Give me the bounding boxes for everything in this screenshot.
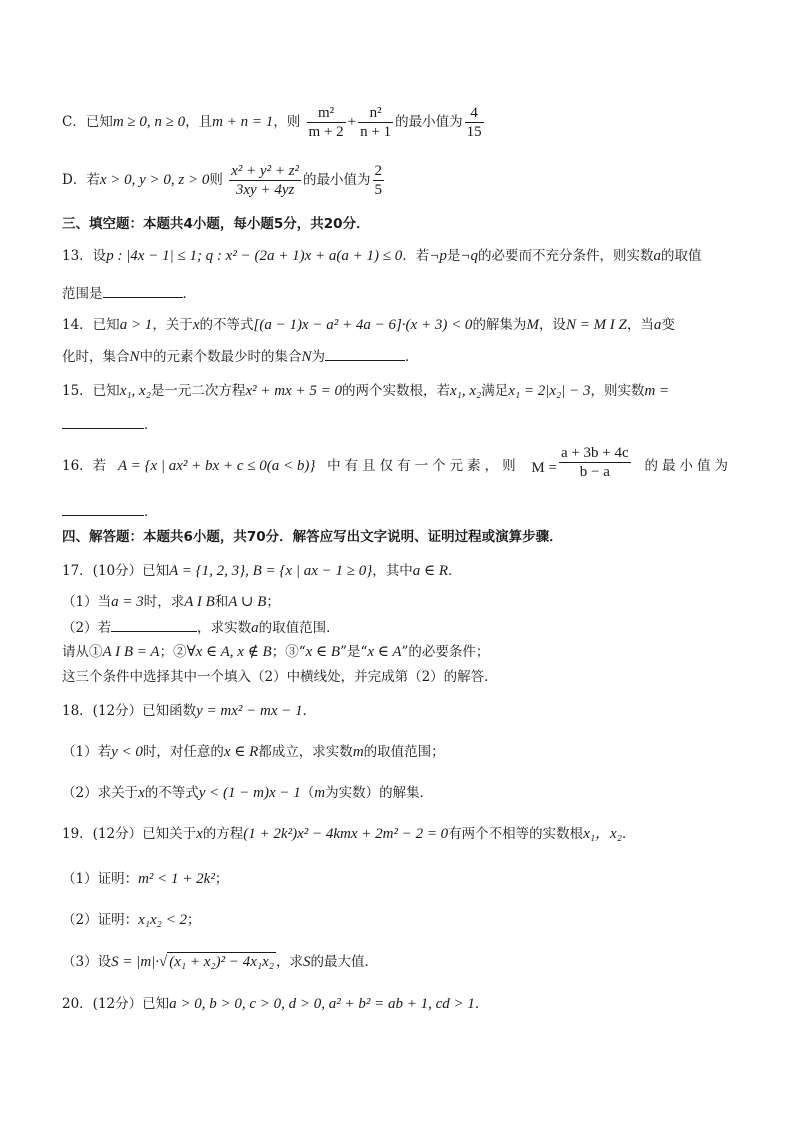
q17-option-3a: x ∈ B — [305, 644, 341, 660]
q16-end: ． — [144, 504, 158, 520]
q19-part-1-end: ； — [214, 871, 229, 887]
frac-numerator: 2 — [374, 163, 383, 179]
option-c-constraint: m + n = 1 — [212, 114, 274, 130]
q17-part-1 — [62, 592, 280, 612]
q15-answer-blank[interactable] — [62, 414, 144, 429]
q19-end: ． — [621, 826, 636, 842]
option-c-fraction-2 — [358, 104, 393, 141]
q18-part-2-end: 为实数）的解集． — [325, 785, 434, 801]
q19-var-x: x — [196, 826, 203, 842]
q17-part-1-text-2: 和 — [214, 594, 229, 610]
q16-expression — [531, 445, 632, 481]
q14-var-x: x — [192, 317, 200, 333]
q19-part-2-lead: （2）证明： — [62, 912, 139, 928]
q19-roots: x₁，x₂ — [583, 826, 622, 842]
q19-var-s: S — [303, 954, 311, 970]
q14-text: ，关于 — [152, 317, 193, 333]
q18-end: ． — [302, 703, 317, 719]
q19-equation: (1 + 2k²)x² − 4kmx + 2m² − 2 = 0 — [243, 826, 449, 842]
q13-end: ． — [182, 286, 196, 302]
q14-line-2 — [62, 346, 419, 367]
q17-answer-blank[interactable] — [111, 617, 197, 632]
q13-condition: p : |4x − 1| ≤ 1; q : x² − (2a + 1)x + a(a + 1) ≤ 0 — [106, 248, 403, 264]
option-d — [62, 162, 386, 199]
q17-part-2-text: ，求实数 — [197, 620, 252, 636]
q14-number: 14．已知 — [62, 317, 120, 333]
q18-stem — [62, 701, 316, 721]
q15-text-2: 的两个实数根，若 — [341, 383, 450, 399]
option-c-text-3: 的最小值为 — [395, 114, 463, 130]
q19-part-3-lead: （3）设 — [62, 954, 112, 970]
q18-part-2-text-2: （ — [300, 785, 315, 801]
q14-set-n: N = M I Z — [565, 317, 627, 333]
q13-text-5: 范围是 — [62, 286, 103, 302]
option-d-text: 则 — [209, 172, 223, 188]
section-4-heading: 四、解答题：本题共6小题，共70分．解答应写出文字说明、证明过程或演算步骤． — [62, 529, 563, 545]
q19-part-3-end: 的最大值． — [310, 954, 379, 970]
q17-part-2-lead: （2）若 — [62, 620, 112, 636]
q17-option-1: A I B = A — [102, 644, 160, 660]
q19-part-1-lead: （1）证明： — [62, 871, 139, 887]
q16-number: 16．若 — [62, 458, 107, 474]
q17-options-text-2: ；③“ — [271, 644, 306, 660]
q15-text-4: ，则实数 — [590, 383, 645, 399]
q13-not-q: ¬q — [460, 248, 478, 264]
q20-conditions: a > 0, b > 0, c > 0, d > 0, a² + b² = ab + 1, cd > 1 — [169, 996, 475, 1012]
q17-intersection: A I B — [184, 594, 215, 610]
q19-part-1 — [62, 869, 228, 889]
q13-text-4: 的取值 — [660, 248, 702, 264]
q14-answer-blank[interactable] — [325, 346, 405, 361]
q17-condition: a ∈ R — [412, 563, 448, 579]
q14-text-8: 中的元素个数最少时的集合 — [139, 349, 302, 365]
q17-end: ． — [448, 563, 462, 579]
q13-text: ．若 — [402, 248, 430, 264]
q13-line-2 — [62, 283, 196, 304]
q13-answer-blank[interactable] — [103, 283, 183, 298]
q18-part-2-lead: （2）求关于 — [62, 785, 139, 801]
option-c-answer — [465, 104, 484, 141]
q17-option-2: ∀x ∈ A, x ∉ B — [186, 644, 272, 660]
q16-var-m: M = — [531, 460, 557, 476]
option-c-fraction-1 — [307, 104, 346, 141]
option-d-condition: x > 0, y > 0, z > 0 — [99, 172, 210, 188]
q17-var-a: a — [251, 620, 259, 636]
q19-text-2: 有两个不相等的实数根 — [448, 826, 584, 842]
q18-part-2-text: 的不等式 — [144, 785, 199, 801]
frac-denominator: 15 — [466, 124, 482, 140]
q13-line-1 — [62, 246, 701, 266]
q18-part-1 — [62, 742, 445, 762]
q15-relation: x₁ = 2|x₂| − 3 — [508, 383, 591, 399]
q15-text-3: 满足 — [481, 383, 509, 399]
q14-end: ． — [405, 349, 419, 365]
q18-part-2 — [62, 783, 433, 803]
q19-text: 的方程 — [202, 826, 244, 842]
option-d-text-2: 的最小值为 — [303, 172, 371, 188]
q17-sets: A = {1, 2, 3}, B = {x | ax − 1 ≥ 0} — [169, 563, 373, 579]
q14-text-7: 化时，集合 — [62, 349, 130, 365]
q15-number: 15．已知 — [62, 383, 120, 399]
q17-union: A ∪ B — [228, 594, 267, 610]
q14-text-3: 的解集为 — [472, 317, 527, 333]
q19-stem — [62, 824, 635, 844]
option-c-lead: C．已知 — [62, 114, 113, 130]
q14-text-6: 变 — [661, 317, 675, 333]
q17-part-1-text: 时，求 — [143, 594, 185, 610]
q17-options-text: ；② — [159, 644, 187, 660]
option-d-lead: D．若 — [62, 172, 100, 188]
q18-part-1-text: 时，对任意的 — [142, 744, 224, 760]
q15-roots: x₁, x₂ — [119, 383, 151, 399]
q18-condition: y < 0 — [111, 744, 143, 760]
q15-text: 是一元二次方程 — [150, 383, 246, 399]
q19-number: 19．(12分）已知关于 — [62, 826, 197, 842]
q14-set-n-3: N — [301, 349, 312, 365]
q17-number: 17．(10分）已知 — [62, 563, 170, 579]
q17-options-lead: 请从① — [62, 644, 103, 660]
option-c-text: ，且 — [185, 114, 213, 130]
frac-numerator: 4 — [465, 104, 484, 123]
sqrt-sign: √ — [159, 954, 168, 970]
option-c-text-2: ，则 — [273, 114, 301, 130]
q16-text-2: 的最小值为 — [644, 458, 732, 474]
q15-end: ． — [144, 417, 158, 433]
q13-not-p: ¬p — [429, 248, 447, 264]
q19-part-2-end: ； — [186, 912, 201, 928]
q15-equation: x² + mx + 5 = 0 — [245, 383, 342, 399]
q16-fraction — [559, 444, 631, 481]
q18-number: 18．(12分）已知函数 — [62, 703, 197, 719]
frac-numerator: x² + y² + z² — [231, 163, 300, 179]
q18-var-m: m — [352, 744, 364, 760]
q17-options-text-3: ”是“ — [340, 644, 368, 660]
plus-sign: + — [347, 114, 357, 130]
q19-radicand: (x₁ + x₂)² − 4x₁x₂ — [169, 954, 275, 970]
q17-stem — [62, 561, 462, 581]
q14-set-m: M — [526, 317, 539, 333]
q15-line-2 — [62, 414, 158, 435]
q14-inequality: [(a − 1)x − a² + 4a − 6]·(x + 3) < 0 — [253, 317, 473, 333]
q16-answer-blank[interactable] — [62, 501, 144, 516]
q17-part-1-lead: （1）当 — [62, 594, 112, 610]
option-c-condition: m ≥ 0, n ≥ 0 — [112, 114, 186, 130]
frac-denominator: 3xy + 4yz — [235, 182, 295, 198]
q18-var-m-2: m — [314, 785, 326, 801]
q17-text: ，其中 — [372, 563, 413, 579]
q19-part-2-claim: x₁x₂ < 2 — [138, 912, 187, 928]
q16-line-1 — [62, 445, 732, 481]
q17-part-1-end: ； — [266, 594, 280, 610]
frac-denominator: b − a — [579, 464, 610, 480]
q19-part-2 — [62, 910, 200, 930]
q17-part-2 — [62, 617, 340, 638]
q13-text-3: 的必要而不充分条件，则实数 — [477, 248, 654, 264]
q14-var-a: a — [653, 317, 662, 333]
q14-text-9: 为 — [311, 349, 326, 365]
frac-denominator: m + 2 — [308, 124, 344, 140]
q17-part-1-value: a = 3 — [111, 594, 144, 610]
option-c — [62, 104, 486, 141]
q17-options-end: ”的必要条件； — [401, 644, 490, 660]
q13-number: 13．设 — [62, 248, 107, 264]
q20-end: ． — [474, 996, 489, 1012]
q18-domain: x ∈ R — [223, 744, 259, 760]
q15-var-m: m = — [644, 383, 670, 399]
q18-var-x: x — [138, 785, 145, 801]
q14-text-4: ，设 — [538, 317, 566, 333]
q17-option-3b: x ∈ A — [367, 644, 402, 660]
q19-s-def: S = |m|· — [111, 954, 160, 970]
q19-part-1-claim: m² < 1 + 2k² — [138, 871, 215, 887]
option-d-answer — [373, 162, 385, 199]
frac-denominator: n + 1 — [360, 124, 392, 140]
q18-inequality: y < (1 − m)x − 1 — [198, 785, 301, 801]
q15-roots-2: x₁, x₂ — [449, 383, 482, 399]
q17-part-2-end: 的取值范围． — [258, 620, 340, 636]
q18-function: y = mx² − mx − 1 — [196, 703, 303, 719]
q16-line-2 — [62, 501, 158, 522]
q14-set-n-2: N — [129, 349, 140, 365]
q16-set-a: A = {x | ax² + bx + c ≤ 0(a < b)} — [117, 458, 316, 474]
frac-numerator: m² — [307, 104, 346, 123]
q16-text: 中有且仅有一个元素，则 — [327, 458, 520, 474]
frac-denominator: 5 — [374, 182, 383, 198]
frac-numerator: a + 3b + 4c — [560, 445, 629, 461]
q13-var-a: a — [653, 248, 661, 264]
option-d-fraction — [229, 162, 301, 199]
q17-instruction: 这三个条件中选择其中一个填入（2）中横线处，并完成第（2）的解答． — [62, 669, 498, 685]
q14-line-1 — [62, 315, 675, 335]
frac-numerator: n² — [358, 104, 393, 123]
q18-part-1-text-2: 都成立，求实数 — [258, 744, 353, 760]
q14-condition: a > 1 — [119, 317, 153, 333]
q20-number: 20．(12分）已知 — [62, 996, 170, 1012]
q18-part-1-end: 的取值范围； — [363, 744, 445, 760]
q17-options — [62, 642, 489, 662]
q18-part-1-lead: （1）若 — [62, 744, 112, 760]
q14-text-5: ，当 — [626, 317, 654, 333]
q20-stem — [62, 994, 488, 1014]
q13-text-2: 是 — [446, 248, 461, 264]
section-3-heading: 三、填空题：本题共4小题，每小题5分，共20分． — [62, 216, 370, 232]
q19-part-3 — [62, 952, 378, 972]
q19-part-3-text: ，求 — [276, 954, 304, 970]
q14-text-2: 的不等式 — [199, 317, 254, 333]
q15-line-1 — [62, 381, 669, 401]
